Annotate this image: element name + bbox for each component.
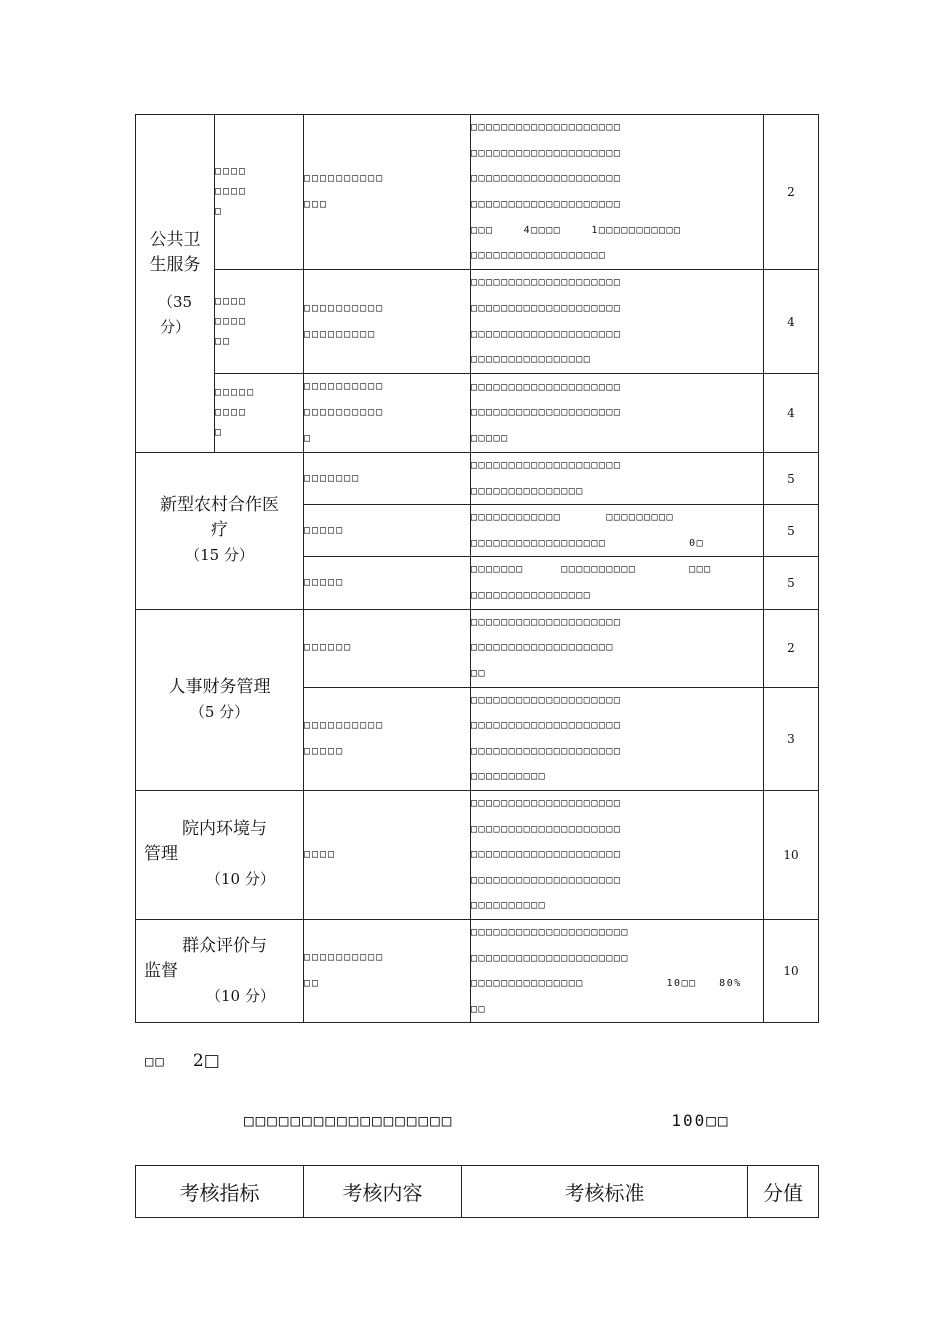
header-table [135, 1165, 819, 1218]
category-cell: 院内环境与 管理 （10 分） [136, 790, 304, 919]
content-cell: □□□□□□□□□□ □□ [304, 919, 471, 1022]
standard-cell: □□□□□□□□□□□□□□□□□□□□ □□□□□□□□□□□□□□□□□□□ □□ [471, 609, 764, 687]
score-value: 4 [764, 374, 819, 453]
score-value: 5 [764, 453, 819, 505]
standard-cell: □□□□□□□□□□□□□□□□□□□□ □□□□□□□□□□□□□□□ [471, 453, 764, 505]
score-value: 2 [764, 115, 819, 270]
category-cell: 人事财务管理 （5 分） [136, 609, 304, 790]
standard-cell: □□□□□□□ □□□□□□□□□□ □□□ □□□□□□□□□□□□□□□□ [471, 557, 764, 609]
standard-cell: □□□□□□□□□□□□□□□□□□□□ □□□□□□□□□□□□□□□□□□□□ □□□□□□□□□□□□□□□□□□□□ □□□□□□□□□□□□□□□□□□□□ □□□ 4□□□□ 1□□□□□□□□□□□ □□□□□□□□□□□□□□□□□□ [471, 115, 764, 270]
score-value: 10 [764, 790, 819, 919]
score-value: 2 [764, 609, 819, 687]
header-content: 考核内容 [304, 1166, 462, 1218]
content-cell: □□□□□□ [304, 609, 471, 687]
content-cell: □□□□□□□ [304, 453, 471, 505]
table-row [136, 919, 819, 1022]
sub-indicator-cell: □□□□□ □□□□ □ [215, 374, 304, 453]
table-row [136, 374, 819, 453]
standard-cell: □□□□□□□□□□□□□□□□□□□□□ □□□□□□□□□□□□□□□□□□□□□ □□□□□□□□□□□□□□□ 10□□ 80% □□ [471, 919, 764, 1022]
table-row [136, 270, 819, 374]
header-score: 分值 [748, 1166, 819, 1218]
content-cell: □□□□□□□□□□ □□□□□□□□□ [304, 270, 471, 374]
content-cell: □□□□□ [304, 557, 471, 609]
attachment-note: □□ 2□ [145, 1051, 220, 1071]
score-value: 10 [764, 919, 819, 1022]
table-header-row [136, 1166, 819, 1218]
standard-cell: □□□□□□□□□□□□ □□□□□□□□□ □□□□□□□□□□□□□□□□□□ 0□ [471, 505, 764, 557]
sub-indicator-cell: □□□□ □□□□ □□ [215, 270, 304, 374]
content-cell: □□□□□□□□□□ □□□□□ [304, 687, 471, 790]
standard-cell: □□□□□□□□□□□□□□□□□□□□ □□□□□□□□□□□□□□□□□□□□ □□□□□ [471, 374, 764, 453]
score-value: 5 [764, 557, 819, 609]
header-indicator: 考核指标 [136, 1166, 304, 1218]
category-cell: 公共卫 生服务 （35 分） [136, 115, 215, 453]
table-row [136, 609, 819, 687]
table-row [136, 790, 819, 919]
content-cell: □□□□ [304, 790, 471, 919]
score-value: 5 [764, 505, 819, 557]
score-value: 3 [764, 687, 819, 790]
standard-cell: □□□□□□□□□□□□□□□□□□□□ □□□□□□□□□□□□□□□□□□□□ □□□□□□□□□□□□□□□□□□□□ □□□□□□□□□□□□□□□□ [471, 270, 764, 374]
content-cell: □□□□□□□□□□ □□□□□□□□□□ □ [304, 374, 471, 453]
score-value: 4 [764, 270, 819, 374]
section-title: □□□□□□□□□□□□□□□□□□ 100□□ [244, 1111, 730, 1130]
content-cell: □□□□□□□□□□ □□□ [304, 115, 471, 270]
table-row [136, 115, 819, 270]
assessment-table [135, 114, 819, 1023]
category-cell: 群众评价与 监督 （10 分） [136, 919, 304, 1022]
category-cell: 新型农村合作医 疗 （15 分） [136, 453, 304, 610]
sub-indicator-cell: □□□□ □□□□ □ [215, 115, 304, 270]
standard-cell: □□□□□□□□□□□□□□□□□□□□ □□□□□□□□□□□□□□□□□□□□ □□□□□□□□□□□□□□□□□□□□ □□□□□□□□□□□□□□□□□□□□ □□□□□□□□□□ [471, 790, 764, 919]
content-cell: □□□□□ [304, 505, 471, 557]
standard-cell: □□□□□□□□□□□□□□□□□□□□ □□□□□□□□□□□□□□□□□□□□ □□□□□□□□□□□□□□□□□□□□ □□□□□□□□□□ [471, 687, 764, 790]
header-standard: 考核标准 [462, 1166, 748, 1218]
table-row [136, 453, 819, 505]
